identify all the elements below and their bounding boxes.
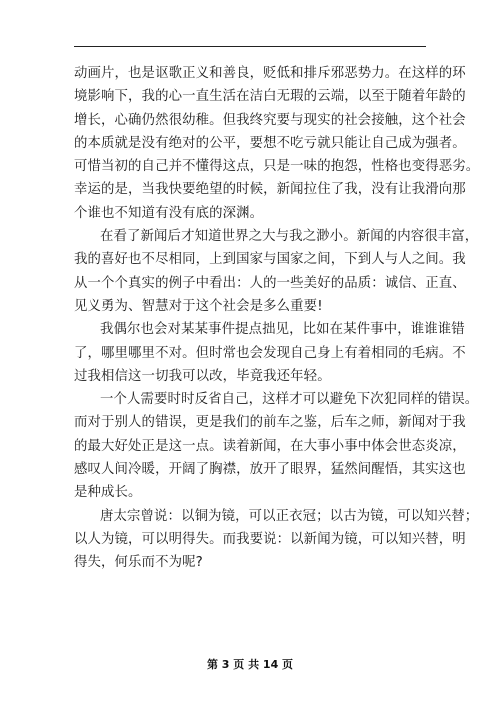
paragraph: [74, 62, 480, 225]
paragraph: [74, 318, 466, 388]
text-line: 了，哪里哪里不对。但时常也会发现自己身上有着相同的毛病。不: [74, 345, 466, 361]
text-line: 过我相信这一切我可以改，毕竟我还年轻。: [74, 368, 331, 384]
text-line: 境影响下，我的心一直生活在洁白无瑕的云端，以至于随着年龄的: [74, 89, 466, 105]
text-line: 以人为镜，可以明得失。而我要说：以新闻为镜，可以知兴替，明: [74, 531, 466, 547]
paragraph: [74, 388, 479, 504]
text-line: 的本质就是没有绝对的公平，要想不吃亏就只能让自己成为强者。: [74, 135, 466, 151]
page-number-footer: 第 3 页 共 14 页: [206, 658, 294, 671]
text-line: 我的喜好也不尽相同，上到国家与国家之间，下到人与人之间。我: [74, 252, 466, 268]
text-line: 动画片，也是讴歌正义和善良，贬低和排斥邪恶势力。在这样的环: [74, 66, 466, 81]
paragraph: [74, 225, 479, 318]
header-rule: [74, 46, 426, 47]
body-text: [74, 62, 480, 575]
text-line: 唐太宗曾说：以铜为镜，可以正衣冠；以古为镜，可以知兴替；: [100, 508, 479, 524]
text-line: 可惜当初的自己并不懂得这点，只是一味的抱怨，性格也变得恶劣。: [74, 159, 480, 175]
text-line: 感叹人间冷暖，开阔了胸襟，放开了眼界，猛然间醒悟，其实这也: [74, 462, 466, 478]
text-line: 在看了新闻后才知道世界之大与我之渺小。新闻的内容很丰富，: [100, 229, 479, 245]
text-line: 增长，心确仍然很幼稚。但我终究要与现实的社会接触，这个社会: [74, 112, 466, 128]
text-line: 见义勇为、智慧对于这个社会是多么重要!: [74, 298, 323, 314]
paragraph: [74, 505, 479, 575]
text-line: 一个人需要时时反省自己，这样才可以避免下次犯同样的错误。: [100, 392, 479, 408]
text-line: 个谁也不知道有没有底的深渊。: [74, 205, 264, 221]
text-line: 幸运的是，当我快要绝望的时候，新闻拉住了我，没有让我滑向那: [74, 182, 466, 198]
text-line: 我偶尔也会对某某事件提点拙见，比如在某件事中，谁谁谁错: [100, 322, 465, 338]
text-line: 是种成长。: [74, 485, 142, 501]
text-line: 从一个个真实的例子中看出：人的一些美好的品质：诚信、正直、: [74, 275, 466, 291]
text-line: 而对于别人的错误，更是我们的前车之鉴，后车之师，新闻对于我: [74, 415, 466, 431]
text-line: 的最大好处正是这一点。读着新闻，在大事小事中体会世态炎凉，: [74, 438, 466, 454]
text-line: 得失，何乐而不为呢?: [74, 555, 203, 571]
